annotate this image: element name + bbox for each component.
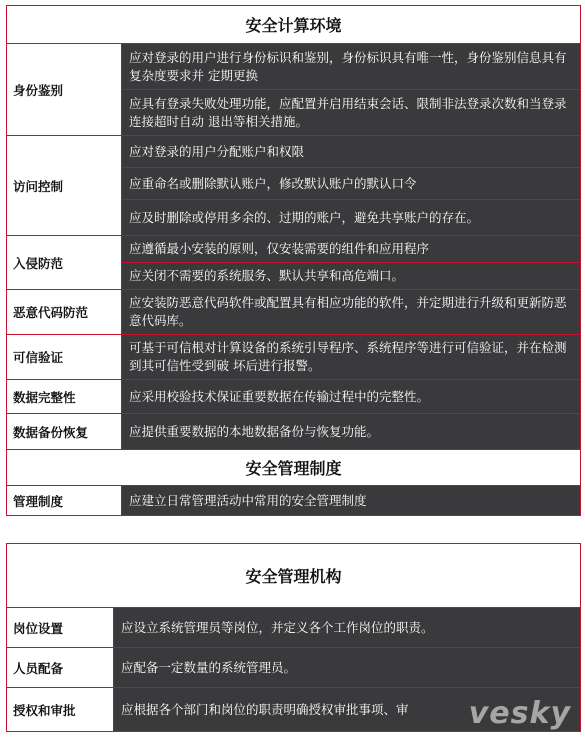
security-requirements-table	[6, 5, 581, 516]
requirement-text: 应遵循最小安装的原则，仅安装需要的组件和应用程序	[122, 236, 581, 263]
section-title: 安全管理制度	[7, 450, 581, 486]
requirement-text: 应对登录的用户分配账户和权限	[122, 136, 581, 168]
requirement-text: 应根据各个部门和岗位的职责明确授权审批事项、审	[114, 688, 581, 732]
requirement-text: 应安装防恶意代码软件或配置具有相应功能的软件，并定期进行升级和更新防恶意代码库。	[122, 290, 581, 335]
requirement-text: 应采用校验技术保证重要数据在传输过程中的完整性。	[122, 380, 581, 414]
category-label: 恶意代码防范	[7, 290, 122, 335]
category-label: 人员配备	[7, 648, 114, 688]
requirement-text: 应关闭不需要的系统服务、默认共享和高危端口。	[122, 263, 581, 290]
category-label: 访问控制	[7, 136, 122, 236]
requirement-text: 可基于可信根对计算设备的系统引导程序、系统程序等进行可信验证，并在检测到其可信性受到破 坏后进行报警。	[122, 335, 581, 380]
requirement-text: 应配备一定数量的系统管理员。	[114, 648, 581, 688]
requirement-text: 应及时删除或停用多余的、过期的账户，避免共享账户的存在。	[122, 200, 581, 236]
category-label: 岗位设置	[7, 608, 114, 648]
requirement-text: 应设立系统管理员等岗位，并定义各个工作岗位的职责。	[114, 608, 581, 648]
category-label: 可信验证	[7, 335, 122, 380]
category-label: 授权和审批	[7, 688, 114, 732]
requirement-text: 应提供重要数据的本地数据备份与恢复功能。	[122, 414, 581, 450]
requirement-text: 应具有登录失败处理功能，应配置并启用结束会话、限制非法登录次数和当登录连接超时自动 退出等相关措施。	[122, 90, 581, 136]
category-label: 身份鉴别	[7, 44, 122, 136]
requirement-text: 应建立日常管理活动中常用的安全管理制度	[122, 486, 581, 516]
category-label: 入侵防范	[7, 236, 122, 290]
category-label: 数据备份恢复	[7, 414, 122, 450]
requirement-text: 应对登录的用户进行身份标识和鉴别，身份标识具有唯一性，身份鉴别信息具有复杂度要求并 定期更换	[122, 44, 581, 90]
category-label: 管理制度	[7, 486, 122, 516]
requirement-text: 应重命名或删除默认账户，修改默认账户的默认口令	[122, 168, 581, 200]
section-title: 安全计算环境	[7, 6, 581, 44]
watermark: vesky	[468, 696, 571, 731]
category-label: 数据完整性	[7, 380, 122, 414]
section-title: 安全管理机构	[7, 544, 581, 608]
